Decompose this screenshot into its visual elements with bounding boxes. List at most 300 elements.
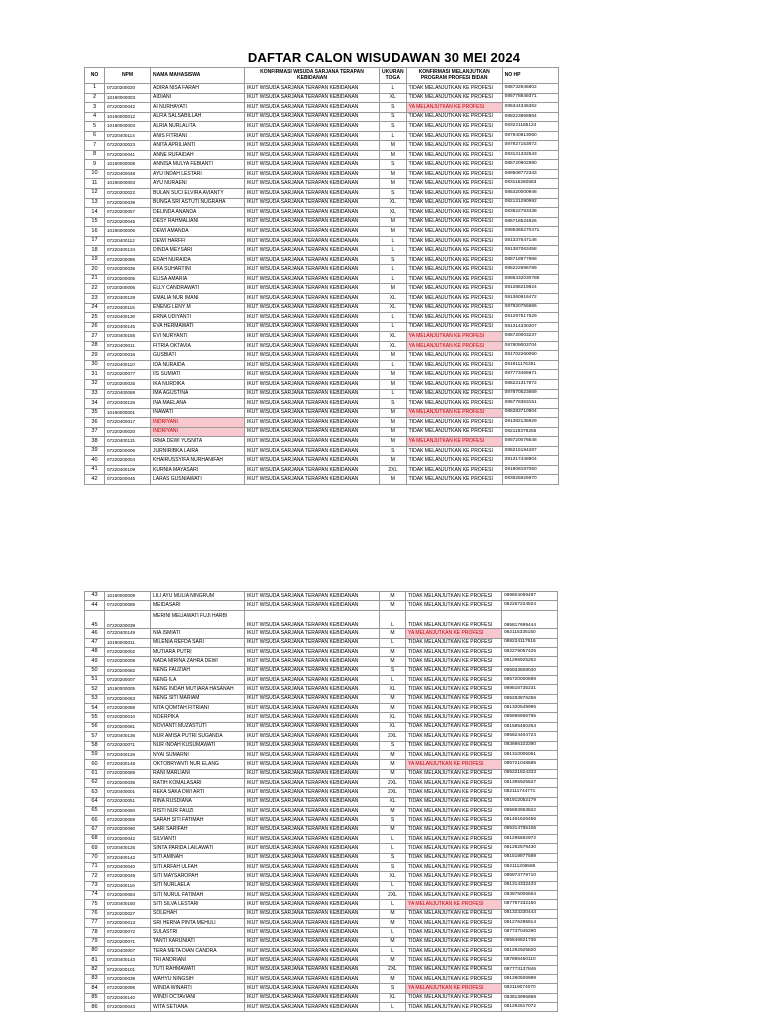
konfirmasi-cell: IKUT WISUDA SARJANA TERAPAN KEBIDANAN (245, 975, 380, 984)
phone-cell: 087870523669 (502, 389, 558, 399)
npm-cell: 10190000001 (105, 408, 151, 418)
profesi-cell: TIDAK MELANJUTKAN KE PROFESI (406, 592, 502, 601)
konfirmasi-cell: IKUT WISUDA SARJANA TERAPAN KEBIDANAN (245, 909, 380, 918)
toga-size-cell: 2XL (380, 788, 406, 797)
npm-cell: 07220400116 (105, 881, 151, 890)
name-cell: ADIRA NISA FARAH (151, 84, 245, 94)
toga-size-cell: M (380, 909, 406, 918)
phone-cell: 081276295814 (502, 919, 558, 928)
phone-cell: 087773465971 (502, 370, 558, 380)
phone-cell: 082279057425 (502, 648, 558, 657)
konfirmasi-cell: IKUT WISUDA SARJANA TERAPAN KEBIDANAN (245, 741, 380, 750)
npm-cell: 07220200085 (105, 601, 151, 610)
name-cell: ALFIA SALSABILLAH (151, 112, 245, 122)
no-cell: 24 (85, 303, 105, 313)
toga-size-cell: L (380, 236, 407, 246)
no-cell: 17 (85, 236, 105, 246)
profesi-cell: TIDAK MELANJUTKAN KE PROFESI (406, 713, 502, 722)
no-cell: 44 (85, 601, 105, 610)
phone-cell: 087896450110 (502, 956, 558, 965)
name-cell: SILVIANTI (151, 834, 245, 843)
phone-cell: 087820755666 (502, 303, 558, 313)
phone-cell: 087737045290 (502, 928, 558, 937)
table-row (85, 446, 559, 456)
konfirmasi-cell: IKUT WISUDA SARJANA TERAPAN KEBIDANAN (245, 601, 380, 610)
no-cell: 3 (85, 103, 105, 113)
name-cell: EVA HERMAWATI (151, 322, 245, 332)
toga-size-cell: S (380, 741, 406, 750)
table-header-row (85, 68, 559, 84)
table-row (85, 399, 559, 409)
toga-size-cell: XL (380, 797, 406, 806)
table-row (85, 872, 558, 881)
npm-cell: 07220200095 (105, 984, 151, 993)
no-cell: 49 (85, 657, 105, 666)
phone-cell: 085546821736 (502, 937, 558, 946)
phone-cell: 087827153872 (502, 141, 558, 151)
toga-size-cell: L (380, 834, 406, 843)
profesi-cell: TIDAK MELANJUTKAN KE PROFESI (406, 370, 502, 380)
no-cell: 8 (85, 150, 105, 160)
name-cell: BULAN SUCI ELVIRA AVIANTY (151, 189, 245, 199)
profesi-cell: TIDAK MELANJUTKAN KE PROFESI (406, 446, 502, 456)
name-cell: SINTA PARIDA LAILAWATI (151, 844, 245, 853)
npm-cell: 07220200039 (105, 198, 151, 208)
konfirmasi-cell: IKUT WISUDA SARJANA TERAPAN KEBIDANAN (245, 131, 380, 141)
table-row (85, 379, 559, 389)
phone-cell: 082118378255 (502, 427, 558, 437)
no-cell: 31 (85, 370, 105, 380)
toga-size-cell: M (380, 629, 406, 638)
toga-size-cell: M (380, 592, 406, 601)
toga-size-cell: M (380, 141, 407, 151)
toga-size-cell: XL (380, 332, 407, 342)
name-cell: ERNA UDIYANTI (151, 313, 245, 323)
toga-size-cell: L (380, 265, 407, 275)
npm-cell: 07220200038 (105, 975, 151, 984)
toga-size-cell: L (380, 274, 407, 284)
name-cell: LARAS GUSNIAWATI (151, 475, 245, 485)
toga-size-cell: M (380, 750, 406, 759)
name-cell: AYU NURAENI (151, 179, 245, 189)
no-cell: 84 (85, 984, 105, 993)
npm-cell: 07220200035 (105, 778, 151, 787)
profesi-cell: TIDAK MELANJUTKAN KE PROFESI (406, 179, 502, 189)
npm-cell: 07220200085 (105, 769, 151, 778)
name-cell: NYAI SUMARNI (151, 750, 245, 759)
name-cell: IKA NURDIKA (151, 379, 245, 389)
profesi-cell: TIDAK MELANJUTKAN KE PROFESI (406, 169, 502, 179)
table-row (85, 322, 559, 332)
profesi-cell: TIDAK MELANJUTKAN KE PROFESI (406, 872, 502, 881)
phone-cell: 085973779710 (502, 872, 558, 881)
name-cell: MUTIARA PUTRI (151, 648, 245, 657)
npm-cell: 07220200043 (105, 1003, 151, 1012)
toga-size-cell: M (380, 379, 407, 389)
table-row (85, 198, 559, 208)
profesi-cell: TIDAK MELANJUTKAN KE PROFESI (406, 465, 502, 475)
name-cell: SITI NURLAELA (151, 881, 245, 890)
name-cell: RISTI NUR FAUZI (151, 806, 245, 815)
no-cell: 43 (85, 592, 105, 601)
toga-size-cell: 2XL (380, 732, 406, 741)
no-cell: 37 (85, 427, 105, 437)
toga-size-cell: M (380, 919, 406, 928)
table-row (85, 265, 559, 275)
npm-cell: 07220400131 (105, 437, 151, 447)
profesi-cell: TIDAK MELANJUTKAN KE PROFESI (406, 351, 502, 361)
konfirmasi-cell: IKUT WISUDA SARJANA TERAPAN KEBIDANAN (245, 217, 380, 227)
profesi-cell: TIDAK MELANJUTKAN KE PROFESI (406, 694, 502, 703)
konfirmasi-cell: IKUT WISUDA SARJANA TERAPAN KEBIDANAN (245, 685, 380, 694)
table-row (85, 227, 559, 237)
toga-size-cell: L (380, 389, 407, 399)
name-cell: DESY RAHMALIANI (151, 217, 245, 227)
toga-size-cell: M (380, 456, 407, 466)
npm-cell: 07220200042 (105, 103, 151, 113)
toga-size-cell: M (380, 179, 407, 189)
no-cell: 71 (85, 862, 105, 871)
header-nama: NAMA MAHASISWA (151, 68, 245, 84)
no-cell: 7 (85, 141, 105, 151)
phone-cell: 087797332150 (502, 900, 558, 909)
name-cell: INAWATI (151, 408, 245, 418)
npm-cell: 07220200027 (105, 909, 151, 918)
table-row (85, 732, 558, 741)
table-row (85, 834, 558, 843)
table-row (85, 769, 558, 778)
profesi-cell: YA MELANJUTKAN KE PROFESI (406, 437, 502, 447)
no-cell: 14 (85, 208, 105, 218)
no-cell: 32 (85, 379, 105, 389)
table-row (85, 150, 559, 160)
table-row (85, 303, 559, 313)
toga-size-cell: S (380, 853, 406, 862)
name-cell: ANIS FITRIANI (151, 131, 245, 141)
phone-cell: 085720076648 (502, 437, 558, 447)
toga-size-cell: M (380, 169, 407, 179)
no-cell: 19 (85, 255, 105, 265)
no-cell: 33 (85, 389, 105, 399)
name-cell: AIDIANI (151, 93, 245, 103)
npm-cell: 10190000012 (105, 112, 151, 122)
konfirmasi-cell: IKUT WISUDA SARJANA TERAPAN KEBIDANAN (245, 408, 380, 418)
konfirmasi-cell: IKUT WISUDA SARJANA TERAPAN KEBIDANAN (245, 881, 380, 890)
name-cell: NENG SITI MARIAM (151, 694, 245, 703)
phone-cell: 085222696789 (502, 265, 558, 275)
header-no: NO (85, 68, 105, 84)
konfirmasi-cell: IKUT WISUDA SARJANA TERAPAN KEBIDANAN (245, 246, 380, 256)
table-row (85, 816, 558, 825)
no-cell: 62 (85, 778, 105, 787)
name-cell: KHAIRUSSYIFA NURHANIFAH (151, 456, 245, 466)
npm-cell: 07220200004 (105, 456, 151, 466)
table-row (85, 900, 558, 909)
profesi-cell: YA MELANJUTKAN KE PROFESI (406, 629, 502, 638)
profesi-cell: TIDAK MELANJUTKAN KE PROFESI (406, 891, 502, 900)
no-cell: 13 (85, 198, 105, 208)
npm-cell: 07220400136 (105, 732, 151, 741)
npm-cell: 07220400126 (105, 399, 151, 409)
name-cell: WINDI OCTAVIANI (151, 993, 245, 1002)
no-cell: 5 (85, 122, 105, 132)
table-row (85, 294, 559, 304)
name-cell: SITI SILVA LESTARI (151, 900, 245, 909)
npm-cell: 07220400134 (105, 246, 151, 256)
npm-cell: 07220400068 (105, 389, 151, 399)
profesi-cell: TIDAK MELANJUTKAN KE PROFESI (406, 816, 502, 825)
name-cell: SITI AMINAH (151, 853, 245, 862)
no-cell: 66 (85, 816, 105, 825)
profesi-cell: YA MELANJUTKAN KE PROFESI (406, 760, 502, 769)
npm-cell: 07220200042 (105, 834, 151, 843)
profesi-cell: TIDAK MELANJUTKAN KE PROFESI (406, 741, 502, 750)
no-cell: 42 (85, 475, 105, 485)
name-cell: IMA AGUSTINA (151, 389, 245, 399)
npm-cell: 07220200049 (105, 872, 151, 881)
no-cell: 30 (85, 360, 105, 370)
no-cell: 79 (85, 937, 105, 946)
profesi-cell: TIDAK MELANJUTKAN KE PROFESI (406, 236, 502, 246)
toga-size-cell: M (380, 408, 407, 418)
no-cell: 53 (85, 694, 105, 703)
npm-cell: 07220400150 (105, 900, 151, 909)
phone-cell: 081585460264 (502, 722, 558, 731)
name-cell: SITI MAYSAROPAH (151, 872, 245, 881)
table-row (85, 246, 559, 256)
phone-cell: 085721048585 (502, 760, 558, 769)
name-cell: ELLY CANDRAWATI (151, 284, 245, 294)
no-cell: 29 (85, 351, 105, 361)
npm-cell: 07220200002 (105, 648, 151, 657)
npm-cell: 07220200086 (105, 255, 151, 265)
phone-cell: 083813996868 (502, 993, 558, 1002)
no-cell: 83 (85, 975, 105, 984)
no-cell: 18 (85, 246, 105, 256)
konfirmasi-cell: IKUT WISUDA SARJANA TERAPAN KEBIDANAN (245, 351, 380, 361)
phone-cell: 081395925527 (502, 778, 558, 787)
name-cell: NIA ISMIATI (151, 629, 245, 638)
profesi-cell: TIDAK MELANJUTKAN KE PROFESI (406, 160, 502, 170)
npm-cell: 07220400115 (105, 303, 151, 313)
npm-cell: 07220200071 (105, 937, 151, 946)
toga-size-cell: 2XL (380, 778, 406, 787)
name-cell: DINDA MEYSARI (151, 246, 245, 256)
npm-cell: 10190000006 (105, 227, 151, 237)
phone-cell: 081317448904 (502, 456, 558, 466)
table-row (85, 208, 559, 218)
table-row (85, 341, 559, 351)
phone-cell: 085778849371 (502, 93, 558, 103)
konfirmasi-cell: IKUT WISUDA SARJANA TERAPAN KEBIDANAN (245, 806, 380, 815)
npm-cell: 07220200010 (105, 713, 151, 722)
konfirmasi-cell: IKUT WISUDA SARJANA TERAPAN KEBIDANAN (245, 862, 380, 871)
phone-cell: 085283876256 (502, 694, 558, 703)
table-row (85, 750, 558, 759)
profesi-cell: TIDAK MELANJUTKAN KE PROFESI (406, 122, 502, 132)
profesi-cell: TIDAK MELANJUTKAN KE PROFESI (406, 919, 502, 928)
toga-size-cell: M (380, 227, 407, 237)
npm-cell: 07220200006 (105, 446, 151, 456)
name-cell: ENENG LENY M (151, 303, 245, 313)
no-cell: 68 (85, 834, 105, 843)
npm-cell: 07220400148 (105, 760, 151, 769)
profesi-cell: TIDAK MELANJUTKAN KE PROFESI (406, 685, 502, 694)
no-cell: 56 (85, 722, 105, 731)
phone-cell: 083116260583 (502, 179, 558, 189)
toga-size-cell: XL (380, 341, 407, 351)
phone-cell: 089604069487 (502, 592, 558, 601)
table-row (85, 601, 558, 610)
table-row (85, 676, 558, 685)
npm-cell: 10190000008 (105, 160, 151, 170)
konfirmasi-cell: IKUT WISUDA SARJANA TERAPAN KEBIDANAN (245, 465, 380, 475)
profesi-cell: YA MELANJUTKAN KE PROFESI (406, 332, 502, 342)
profesi-cell: TIDAK MELANJUTKAN KE PROFESI (406, 975, 502, 984)
konfirmasi-cell: IKUT WISUDA SARJANA TERAPAN KEBIDANAN (245, 475, 380, 485)
konfirmasi-cell: IKUT WISUDA SARJANA TERAPAN KEBIDANAN (245, 284, 380, 294)
table-row (85, 475, 559, 485)
npm-cell: 07220400001 (105, 788, 151, 797)
profesi-cell: TIDAK MELANJUTKAN KE PROFESI (406, 93, 502, 103)
toga-size-cell: XL (380, 713, 406, 722)
profesi-cell: TIDAK MELANJUTKAN KE PROFESI (406, 666, 502, 675)
konfirmasi-cell: IKUT WISUDA SARJANA TERAPAN KEBIDANAN (245, 872, 380, 881)
table-row (85, 844, 558, 853)
profesi-cell: TIDAK MELANJUTKAN KE PROFESI (406, 834, 502, 843)
konfirmasi-cell: IKUT WISUDA SARJANA TERAPAN KEBIDANAN (245, 638, 380, 647)
name-cell: SARI SARIFAH (151, 825, 245, 834)
konfirmasi-cell: IKUT WISUDA SARJANA TERAPAN KEBIDANAN (245, 160, 380, 170)
name-cell: IDA NURAIDA (151, 360, 245, 370)
npm-cell: 10190000009 (105, 592, 151, 601)
no-cell: 76 (85, 909, 105, 918)
phone-cell: 085624404724 (502, 732, 558, 741)
no-cell: 61 (85, 769, 105, 778)
phone-cell: 083896103390 (502, 741, 558, 750)
name-cell: BUNGA SRI ASTUTI NUGRAHA (151, 198, 245, 208)
table-row (85, 93, 559, 103)
profesi-cell: TIDAK MELANJUTKAN KE PROFESI (406, 189, 502, 199)
npm-cell: 07220200088 (105, 704, 151, 713)
table-row (85, 685, 558, 694)
npm-cell: 07220200005 (105, 274, 151, 284)
no-cell: 41 (85, 465, 105, 475)
table-row (85, 862, 558, 871)
phone-cell: 081314332433 (502, 881, 558, 890)
profesi-cell: TIDAK MELANJUTKAN KE PROFESI (406, 84, 502, 94)
no-cell: 81 (85, 956, 105, 965)
toga-size-cell: XL (380, 993, 406, 1002)
toga-size-cell: L (380, 313, 407, 323)
konfirmasi-cell: IKUT WISUDA SARJANA TERAPAN KEBIDANAN (245, 179, 380, 189)
profesi-cell: TIDAK MELANJUTKAN KE PROFESI (406, 732, 502, 741)
npm-cell: 07220400112 (105, 236, 151, 246)
npm-cell: 07220200084 (105, 891, 151, 900)
no-cell: 40 (85, 456, 105, 466)
toga-size-cell: M (380, 475, 407, 485)
no-cell: 20 (85, 265, 105, 275)
table-row (85, 112, 559, 122)
no-cell: 54 (85, 704, 105, 713)
phone-cell: 081280506989 (502, 975, 558, 984)
name-cell: WAHYU NINGSIH (151, 975, 245, 984)
npm-cell: 07220200061 (105, 722, 151, 731)
table-row (85, 928, 558, 937)
table-row (85, 427, 559, 437)
no-cell: 73 (85, 881, 105, 890)
profesi-cell: TIDAK MELANJUTKAN KE PROFESI (406, 881, 502, 890)
npm-cell: 07220200007 (105, 676, 151, 685)
no-cell: 35 (85, 408, 105, 418)
phone-cell: 085221824333 (502, 769, 558, 778)
no-cell: 26 (85, 322, 105, 332)
profesi-cell: TIDAK MELANJUTKAN KE PROFESI (406, 778, 502, 787)
toga-size-cell: XL (380, 198, 407, 208)
profesi-cell: TIDAK MELANJUTKAN KE PROFESI (406, 274, 502, 284)
konfirmasi-cell: IKUT WISUDA SARJANA TERAPAN KEBIDANAN (245, 853, 380, 862)
table-row (85, 909, 558, 918)
profesi-cell: TIDAK MELANJUTKAN KE PROFESI (406, 909, 502, 918)
no-cell: 21 (85, 274, 105, 284)
toga-size-cell: L (380, 676, 406, 685)
phone-cell: 087840813060 (502, 131, 558, 141)
phone-cell: 085720003237 (502, 332, 558, 342)
table-row (85, 465, 559, 475)
name-cell: INA MAELANA (151, 399, 245, 409)
konfirmasi-cell: IKUT WISUDA SARJANA TERAPAN KEBIDANAN (245, 629, 380, 638)
table-row (85, 160, 559, 170)
phone-cell: 085283710904 (502, 408, 558, 418)
profesi-cell: TIDAK MELANJUTKAN KE PROFESI (406, 246, 502, 256)
konfirmasi-cell: IKUT WISUDA SARJANA TERAPAN KEBIDANAN (245, 919, 380, 928)
konfirmasi-cell: IKUT WISUDA SARJANA TERAPAN KEBIDANAN (245, 198, 380, 208)
npm-cell: 07220400048 (105, 169, 151, 179)
konfirmasi-cell: IKUT WISUDA SARJANA TERAPAN KEBIDANAN (245, 103, 380, 113)
table-row (85, 103, 559, 113)
name-cell: SULASTRI (151, 928, 245, 937)
toga-size-cell: S (380, 984, 406, 993)
no-cell: 57 (85, 732, 105, 741)
no-cell: 51 (85, 676, 105, 685)
toga-size-cell: S (380, 122, 407, 132)
toga-size-cell: M (380, 825, 406, 834)
konfirmasi-cell: IKUT WISUDA SARJANA TERAPAN KEBIDANAN (245, 769, 380, 778)
table-row (85, 722, 558, 731)
no-cell: 59 (85, 750, 105, 759)
table-row (85, 408, 559, 418)
phone-cell: 081360916472 (502, 294, 558, 304)
toga-size-cell: M (380, 975, 406, 984)
table-row (85, 975, 558, 984)
profesi-cell: TIDAK MELANJUTKAN KE PROFESI (406, 601, 502, 610)
npm-cell: 07220200041 (105, 150, 151, 160)
konfirmasi-cell: IKUT WISUDA SARJANA TERAPAN KEBIDANAN (245, 313, 380, 323)
phone-cell: 083875005564 (502, 891, 558, 900)
toga-size-cell: S (380, 862, 406, 871)
npm-cell: 10190000005 (105, 685, 151, 694)
toga-size-cell: L (380, 610, 406, 629)
phone-cell: 081296925262 (502, 657, 558, 666)
name-cell: NUR INDAH KUSUMAWATI (151, 741, 245, 750)
konfirmasi-cell: IKUT WISUDA SARJANA TERAPAN KEBIDANAN (245, 788, 380, 797)
npm-cell: 07220400110 (105, 360, 151, 370)
table-row (85, 389, 559, 399)
no-cell: 72 (85, 872, 105, 881)
phone-cell: 081320549995 (502, 704, 558, 713)
npm-cell: 07220200020 (105, 427, 151, 437)
npm-cell: 07220200072 (105, 928, 151, 937)
